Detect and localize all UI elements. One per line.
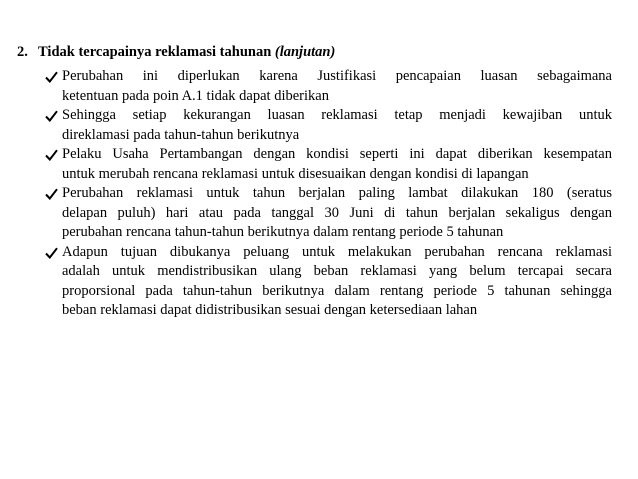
item-line: Adapun tujuan dibukanya peluang untuk melakukan perubahan rencana reklamasi	[62, 243, 612, 260]
heading-number: 2.	[17, 44, 28, 60]
item-line: Perubahan ini diperlukan karena Justifikasi pencapaian luasan sebagaimana	[62, 68, 612, 84]
checklist	[45, 67, 612, 321]
checklist-item	[45, 184, 612, 243]
item-line: Pelaku Usaha Pertambangan dengan kondisi seperti ini dapat diberikan kesempatan	[62, 146, 612, 162]
checkmark-icon	[45, 149, 58, 161]
checkmark-icon	[45, 110, 58, 122]
checklist-item	[45, 243, 612, 321]
item-line: beban reklamasi dapat didistribusikan sesuai dengan ketersediaan lahan	[62, 302, 478, 318]
checkmark-icon	[45, 188, 58, 200]
checklist-item	[45, 106, 612, 145]
item-line: untuk merubah rencana reklamasi untuk disesuaikan dengan kondisi di lapangan	[62, 165, 529, 182]
checkmark-icon	[45, 247, 58, 259]
item-line: Sehingga setiap kekurangan luasan reklamasi tetap menjadi kewajiban untuk	[62, 107, 612, 123]
item-line: perubahan rencana tahun-tahun berikutnya dalam rentang periode 5 tahunan	[62, 224, 504, 240]
section-heading	[17, 44, 617, 61]
heading-subtitle: (lanjutan)	[274, 44, 336, 60]
item-line: adalah untuk mendistribusikan ulang beban reklamasi yang belum tercapai secara	[62, 263, 612, 279]
item-line: delapan puluh) hari atau pada tanggal 30 Juni di tahun berjalan sekaligus dengan	[62, 204, 612, 221]
checklist-item	[45, 67, 612, 106]
checkmark-icon	[45, 71, 58, 83]
item-line: Perubahan reklamasi untuk tahun berjalan paling lambat dilakukan 180 (seratus	[62, 185, 612, 201]
heading-title: Tidak tercapainya reklamasi tahunan	[38, 44, 272, 60]
checklist-item	[45, 145, 612, 184]
item-line: ketentuan pada poin A.1 tidak dapat diberikan	[62, 87, 329, 104]
item-line: direklamasi pada tahun-tahun berikutnya	[62, 126, 300, 143]
item-line: proporsional pada tahun-tahun berikutnya dalam rentang periode 5 tahunan sehingga	[62, 282, 612, 299]
